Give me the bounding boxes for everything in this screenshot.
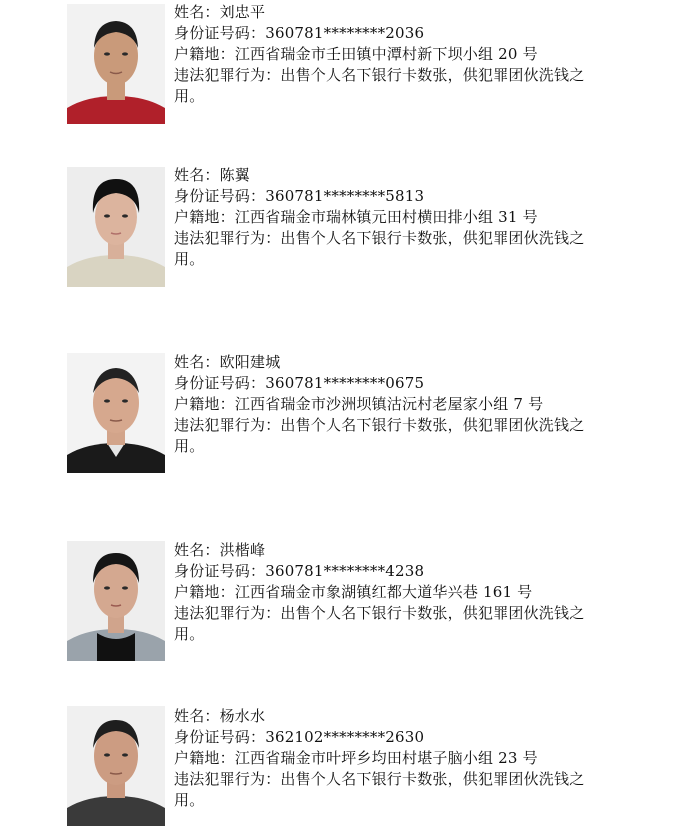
name-value: 陈翼	[219, 166, 251, 184]
address-value: 江西省瑞金市沙洲坝镇沽沅村老屋家小组 7 号	[234, 395, 544, 413]
id-line	[174, 373, 614, 394]
portrait-icon	[67, 541, 165, 661]
person-photo	[67, 167, 165, 287]
name-line	[174, 2, 614, 23]
address-value: 江西省瑞金市象湖镇红都大道华兴巷 161 号	[234, 583, 533, 601]
address-line	[174, 748, 614, 769]
address-label: 户籍地：	[174, 749, 235, 767]
name-label: 姓名：	[174, 541, 220, 559]
portrait-icon	[67, 167, 165, 287]
crime-label: 违法犯罪行为：	[174, 604, 281, 622]
name-value: 刘忠平	[219, 3, 266, 21]
crime-value: 出售个人名下银行卡数张，供犯罪团伙洗钱之用。	[174, 604, 585, 643]
address-line	[174, 394, 614, 415]
name-value: 欧阳建城	[219, 353, 281, 371]
name-line	[174, 540, 614, 561]
crime-label: 违法犯罪行为：	[174, 229, 281, 247]
name-line	[174, 706, 614, 727]
id-label: 身份证号码：	[174, 24, 266, 42]
id-label: 身份证号码：	[174, 728, 266, 746]
crime-label: 违法犯罪行为：	[174, 66, 281, 84]
id-value: 362102********2630	[265, 728, 425, 746]
address-value: 江西省瑞金市壬田镇中潭村新下坝小组 20 号	[234, 45, 538, 63]
address-label: 户籍地：	[174, 395, 235, 413]
address-label: 户籍地：	[174, 45, 235, 63]
address-value: 江西省瑞金市叶坪乡均田村堪子脑小组 23 号	[234, 749, 538, 767]
person-photo	[67, 353, 165, 473]
id-label: 身份证号码：	[174, 562, 266, 580]
address-value: 江西省瑞金市瑞林镇元田村横田排小组 31 号	[234, 208, 538, 226]
id-line	[174, 561, 614, 582]
name-value: 洪楷峰	[219, 541, 266, 559]
portrait-icon	[67, 353, 165, 473]
id-value: 360781********4238	[265, 562, 425, 580]
crime-label: 违法犯罪行为：	[174, 770, 281, 788]
address-line	[174, 582, 614, 603]
crime-value: 出售个人名下银行卡数张，供犯罪团伙洗钱之用。	[174, 416, 585, 455]
id-line	[174, 186, 614, 207]
crime-line	[174, 228, 614, 270]
person-photo	[67, 706, 165, 826]
crime-value: 出售个人名下银行卡数张，供犯罪团伙洗钱之用。	[174, 66, 585, 105]
name-label: 姓名：	[174, 353, 220, 371]
portrait-icon	[67, 706, 165, 826]
id-line	[174, 727, 614, 748]
name-label: 姓名：	[174, 707, 220, 725]
id-value: 360781********0675	[265, 374, 425, 392]
id-label: 身份证号码：	[174, 187, 266, 205]
name-value: 杨水水	[219, 707, 266, 725]
name-label: 姓名：	[174, 166, 220, 184]
address-label: 户籍地：	[174, 583, 235, 601]
address-label: 户籍地：	[174, 208, 235, 226]
address-line	[174, 44, 614, 65]
crime-label: 违法犯罪行为：	[174, 416, 281, 434]
crime-line	[174, 769, 614, 811]
crime-line	[174, 603, 614, 645]
crime-line	[174, 65, 614, 107]
name-label: 姓名：	[174, 3, 220, 21]
person-photo	[67, 541, 165, 661]
id-line	[174, 23, 614, 44]
id-value: 360781********2036	[265, 24, 425, 42]
id-value: 360781********5813	[265, 187, 425, 205]
address-line	[174, 207, 614, 228]
portrait-icon	[67, 4, 165, 124]
name-line	[174, 352, 614, 373]
person-photo	[67, 4, 165, 124]
crime-value: 出售个人名下银行卡数张，供犯罪团伙洗钱之用。	[174, 770, 585, 809]
name-line	[174, 165, 614, 186]
id-label: 身份证号码：	[174, 374, 266, 392]
crime-line	[174, 415, 614, 457]
crime-value: 出售个人名下银行卡数张，供犯罪团伙洗钱之用。	[174, 229, 585, 268]
